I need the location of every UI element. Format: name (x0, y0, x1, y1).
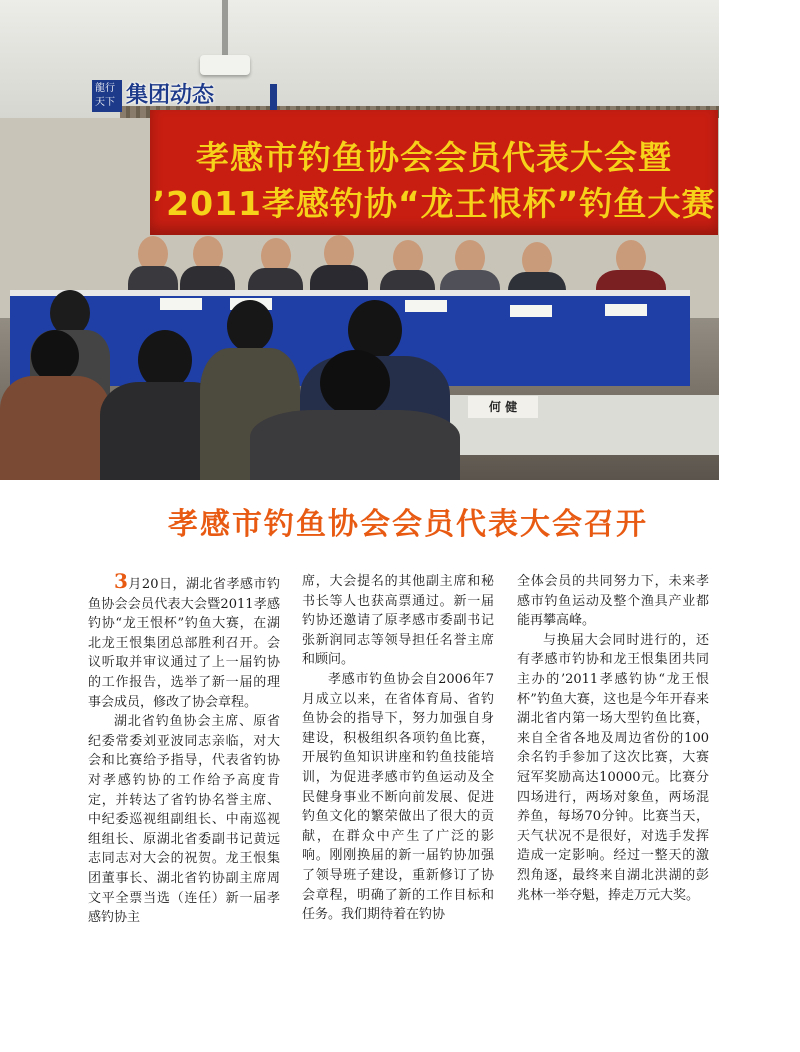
paragraph-2-continued: 席，大会提名的其他副主席和秘书长等人也获高票通过。新一届钓协还邀请了原孝感市委副书记张新润同志等领导担任名誉主席和顾问。 (302, 574, 494, 668)
attendee (250, 350, 460, 480)
nameplate (160, 298, 202, 310)
red-banner (150, 110, 718, 235)
nameplate (605, 304, 647, 316)
dropcap: 3 (114, 569, 128, 593)
article-column-1 (88, 569, 280, 928)
paragraph-4: 与换届大会同时进行的，还有孝感市钓协和龙王恨集团共同主办的’2011孝感钓协“龙王恨杯”钓鱼大赛，这也是今年开春来湖北省内第一场大型钓鱼比赛，来自全省各地及周边省份的100余名钓手参加了这次比赛，大赛冠军奖励高达10000元。比赛分四场进行，两场对象鱼，两场混养鱼，每场70分钟。比赛当天，天气状况不是很好，对选手发挥造成一定影响。经过一整天的激烈角逐，最终来自湖北洪湖的彭兆林一举夺魁，捧走万元大奖。 (517, 632, 709, 903)
logo-text-bottom: 天下 (95, 97, 115, 108)
banner-line-1: 孝感市钓鱼协会会员代表大会暨 (196, 138, 672, 177)
article-column-2 (302, 572, 494, 925)
banner-line-2: ’2011孝感钓协“龙王恨杯”钓鱼大赛 (152, 184, 716, 223)
article-column-3 (517, 572, 709, 905)
attendee (0, 330, 110, 480)
article-headline: 孝感市钓鱼协会会员代表大会召开 (168, 507, 648, 542)
paragraph-3-continued: 全体会员的共同努力下，未来孝感市钓鱼运动及整个渔具产业都能再攀高峰。 (517, 574, 709, 629)
paragraph-2: 湖北省钓鱼协会主席、原省纪委常委刘亚波同志亲临，对大会和比赛给予指导，代表省钓协对孝感钓协的工作给予高度肯定，并转达了省钓协名誉主席、中纪委巡视组副组长、中南巡视组组长、原湖北省委副书记黄远志同志对大会的祝贺。龙王恨集团董事长、湖北省钓协副主席周文平全票当选（连任）新一届孝感钓协主 (88, 714, 280, 926)
brand-logo (92, 80, 122, 112)
section-bar (270, 84, 277, 110)
paragraph-3: 孝感市钓鱼协会自2006年7月成立以来，在省体育局、省钓鱼协会的指导下，努力加强自身建设，积极组织各项钓鱼比赛，开展钓鱼知识讲座和钓鱼技能培训，为促进孝感市钓鱼运动及全民健身事业不断向前发展、促进钓鱼文化的繁荣做出了很大的贡献，在群众中产生了广泛的影响。刚刚换届的新一届钓协加强了领导班子建设，重新修订了协会章程，明确了新的工作目标和任务。我们期待着在钓协 (302, 671, 494, 923)
meeting-photo (0, 0, 719, 480)
paragraph-1 (88, 569, 280, 712)
section-title: 集团动态 (126, 83, 215, 108)
logo-text-top: 龍行 (95, 83, 115, 94)
projector-icon (200, 0, 250, 78)
nameplate (510, 305, 552, 317)
paragraph-1-text: 月20日，湖北省孝感市钓鱼协会会员代表大会暨2011孝感钓协“龙王恨杯”钓鱼大赛，在湖北龙王恨集团总部胜利召开。会议听取并审议通过了上一届钓协的工作报告，选举了新一届的理事会成员，修改了协会章程。 (88, 577, 280, 710)
front-nameplate: 何 健 (468, 396, 538, 418)
